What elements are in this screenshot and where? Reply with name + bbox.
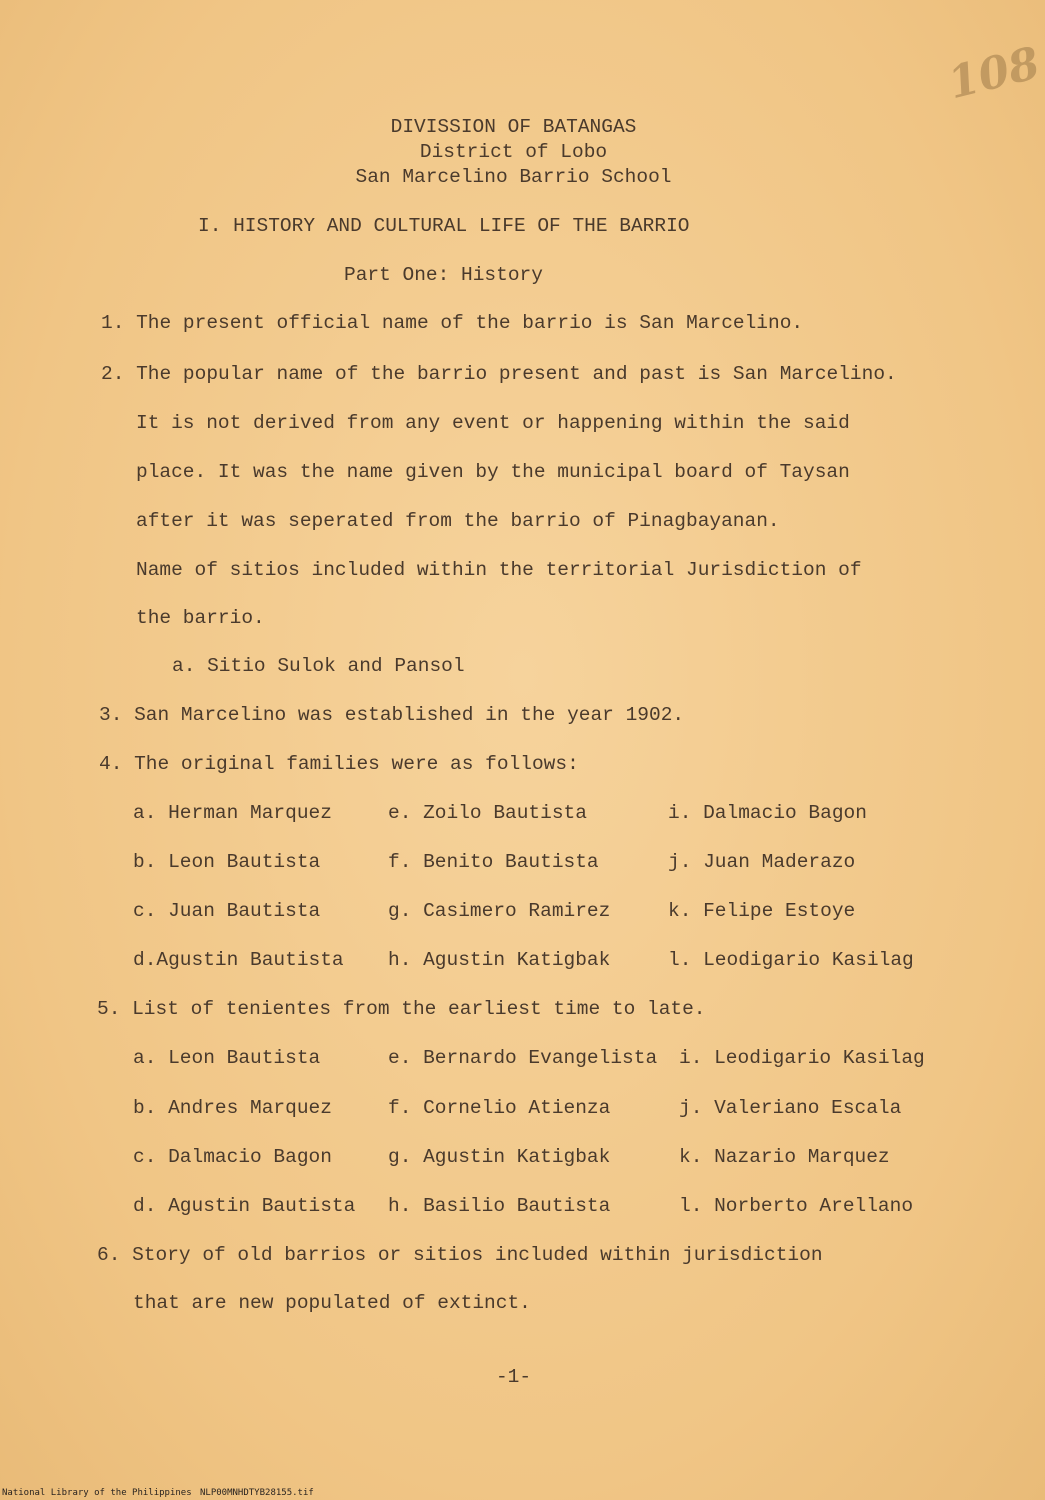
item-4: 4. The original families were as follows: [99,753,579,775]
header-district: District of Lobo [419,141,608,163]
item-6-line: 6. Story of old barrios or sitios included within jurisdiction [97,1244,823,1266]
teniente-name: k. Nazario Marquez [679,1146,890,1168]
teniente-name: l. Norberto Arellano [679,1195,914,1217]
family-name: h. Agustin Katigbak [388,949,611,971]
family-name: c. Juan Bautista [133,900,321,922]
family-name: b. Leon Bautista [133,851,321,873]
item-5: 5. List of tenientes from the earliest time to late. [97,998,706,1020]
item-6-line: that are new populated of extinct. [133,1292,531,1314]
family-name: f. Benito Bautista [388,851,599,873]
teniente-name: h. Basilio Bautista [388,1195,611,1217]
family-name: e. Zoilo Bautista [388,802,587,824]
teniente-name: f. Cornelio Atienza [388,1097,611,1119]
teniente-name: j. Valeriano Escala [679,1097,902,1119]
item-2-line: 2. The popular name of the barrio present and past is San Marcelino. [101,363,897,385]
teniente-name: a. Leon Bautista [133,1047,321,1069]
header-division: DIVISSION OF BATANGAS [390,116,637,138]
header-school: San Marcelino Barrio School [355,166,672,188]
sitio-line: a. Sitio Sulok and Pansol [172,655,465,677]
family-name: g. Casimero Ramirez [388,900,611,922]
part-title: Part One: History [344,264,543,286]
page-number: -1- [495,1366,532,1388]
teniente-name: e. Bernardo Evangelista [388,1047,658,1069]
item-3: 3. San Marcelino was established in the year 1902. [99,704,685,726]
item-2-line: It is not derived from any event or happening within the said [136,412,850,434]
item-2-line: the barrio. [136,607,265,629]
item-2-line: Name of sitios included within the territorial Jurisdiction of [136,559,862,581]
teniente-name: g. Agustin Katigbak [388,1146,611,1168]
item-1: 1. The present official name of the barrio is San Marcelino. [101,312,804,334]
handwritten-page-mark: 108 [943,37,1045,110]
teniente-name: d. Agustin Bautista [133,1195,356,1217]
family-name: j. Juan Maderazo [668,851,856,873]
family-name: i. Dalmacio Bagon [668,802,867,824]
family-name: l. Leodigario Kasilag [668,949,914,971]
family-name: k. Felipe Estoye [668,900,856,922]
item-2-line: place. It was the name given by the municipal board of Taysan [136,461,850,483]
teniente-name: b. Andres Marquez [133,1097,332,1119]
family-name: d.Agustin Bautista [133,949,344,971]
footer-file: NLP00MNHDTYB28155.tif [200,1488,314,1498]
footer-library: National Library of the Philippines [2,1488,192,1498]
family-name: a. Herman Marquez [133,802,332,824]
teniente-name: i. Leodigario Kasilag [679,1047,925,1069]
section-title: I. HISTORY AND CULTURAL LIFE OF THE BARRIO [198,215,690,237]
teniente-name: c. Dalmacio Bagon [133,1146,332,1168]
item-2-line: after it was seperated from the barrio of Pinagbayanan. [136,510,780,532]
